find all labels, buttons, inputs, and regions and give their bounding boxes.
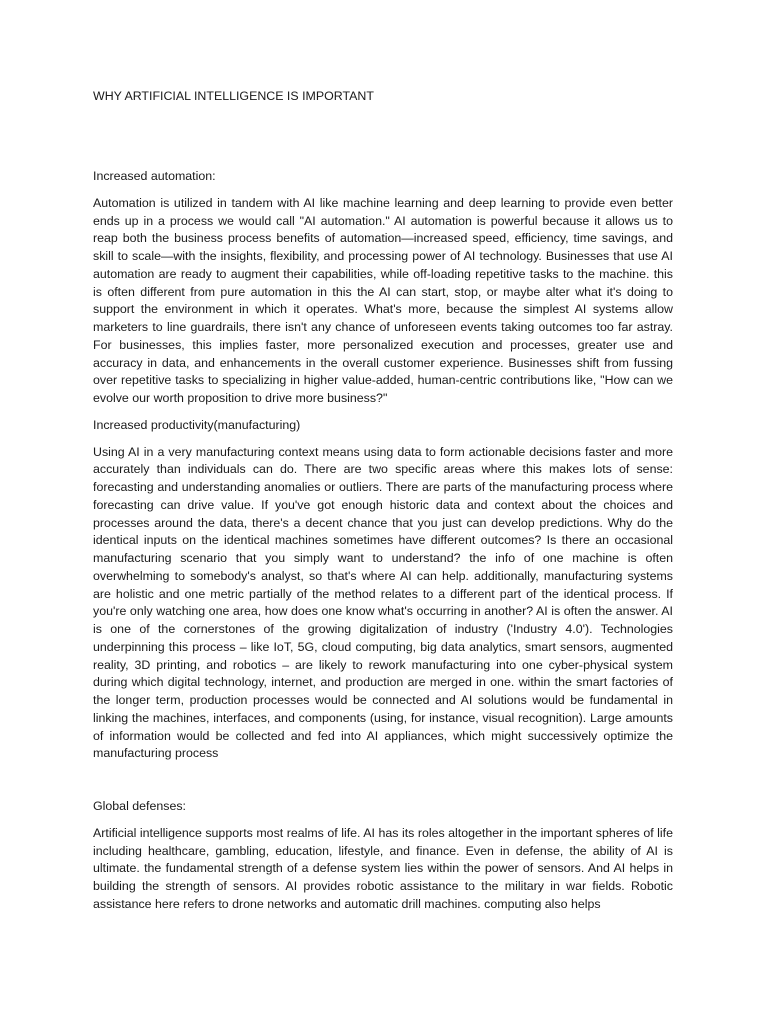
section-paragraph-productivity: Using AI in a very manufacturing context means using data to form actionable decisions faster and more accurately than individuals can do. There are two specific areas where this makes lots of sense: forecasting and understanding anomalies or outliers. There are parts of the manufacturing process where forecasting can drive value. If you've got enough historic data and context about the choices and processes around the data, there's a decent chance that you just can develop predictions. Why do the identical inputs on the identical machines sometimes have different outcomes? Is there an occasional manufacturing scenario that you simply want to understand? the info of one machine is often overwhelming to somebody's analyst, so that's where AI can help. additionally, manufacturing systems are holistic and one metric partially of the method relates to a different part of the identical process. If you're only watching one area, how does one know what's occurring in another? AI is often the answer. AI is one of the cornerstones of the growing digitalization of industry ('Industry 4.0'). Technologies underpinning this process – like IoT, 5G, cloud computing, big data analytics, smart sensors, augmented reality, 3D printing, and robotics – are likely to rework manufacturing into one cyber-physical system during which digital technology, internet, and production are merged in one. within the smart factories of the longer term, production processes would be connected and AI solutions would be fundamental in linking the machines, interfaces, and components (using, for instance, visual recognition). Large amounts of information would be collected and fed into AI appliances, which might successively optimize the manufacturing process	[93, 444, 673, 761]
section-paragraph-defenses: Artificial intelligence supports most realms of life. AI has its roles altogether in the important spheres of life including healthcare, gambling, education, lifestyle, and finance. Even in defense, the ability of AI is ultimate. the fundamental strength of a defense system lies within the power of sensors. And AI helps in building the strength of sensors. AI provides robotic assistance to the military in war fields. Robotic assistance here refers to drone networks and automatic drill machines. computing also helps	[93, 825, 673, 911]
document-title: WHY ARTIFICIAL INTELLIGENCE IS IMPORTANT	[93, 89, 374, 103]
section-heading-automation: Increased automation:	[93, 169, 216, 183]
section-heading-defenses: Global defenses:	[93, 799, 186, 813]
section-paragraph-automation: Automation is utilized in tandem with AI like machine learning and deep learning to provide even better ends up in a process we would call "AI automation." AI automation is powerful because it allows us to reap both the business process benefits of automation—increased speed, efficiency, time savings, and skill to scale—with the insights, flexibility, and processing power of AI technology. Businesses that use AI automation are ready to augment their capabilities, while off-loading repetitive tasks to the machine. this is often different from pure automation in this the AI can start, stop, or maybe alter what it's doing to support the environment in which it operates. What's more, because the simplest AI systems allow marketers to line guardrails, there isn't any chance of unforeseen events taking outcomes too far astray. For businesses, this implies faster, more personalized execution and processes, greater use and accuracy in data, and enhancements in the overall customer experience. Businesses shift from fussing over repetitive tasks to specializing in higher value-added, human-centric contributions like, "How can we evolve our worth proposition to drive more business?"	[93, 195, 673, 405]
section-spacer	[93, 772, 673, 798]
document-body	[93, 168, 673, 923]
section-heading-productivity: Increased productivity(manufacturing)	[93, 417, 301, 432]
